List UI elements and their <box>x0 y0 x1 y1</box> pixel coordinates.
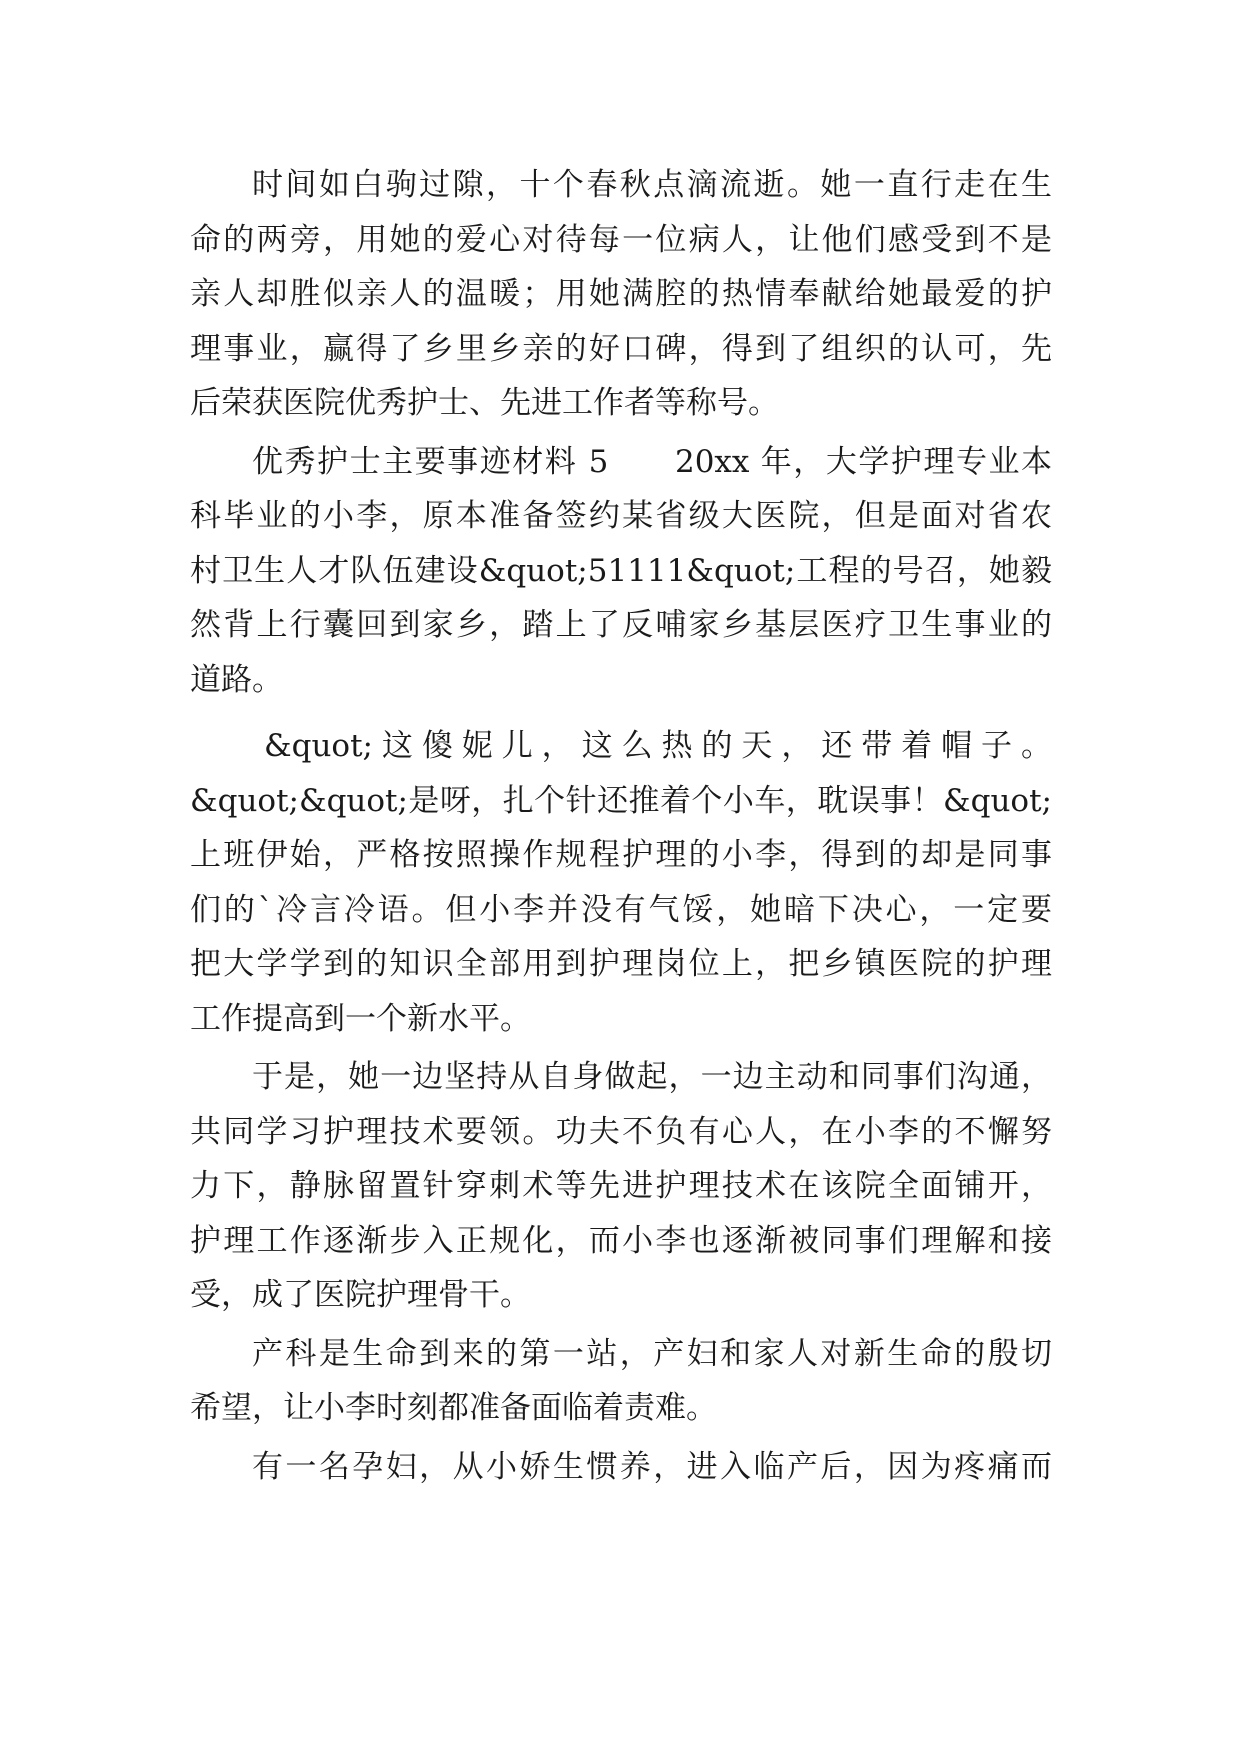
text-line: 道路。 <box>190 661 283 698</box>
text-line: 后荣获医院优秀护士、先进工作者等称号。 <box>190 385 779 421</box>
text-line: 有一名孕妇，从小娇生惯养，进入临产后，因为疼痛而 <box>252 1448 1052 1485</box>
text-line: 把大学学到的知识全部用到护理岗位上，把乡镇医院的护理 <box>190 946 1052 982</box>
text-line: 希望，让小李时刻都准备面临着责难。 <box>190 1390 717 1426</box>
text-line: 时间如白驹过隙，十个春秋点滴流逝。她一直行走在生 <box>252 167 1052 203</box>
text-line: &quot;这傻妮儿，这么热的天，还带着帽子。 <box>264 728 1052 764</box>
text-line: 优秀护士主要事迹材料 5 20xx 年，大学护理专业本 <box>252 443 1052 480</box>
text-line: 工作提高到一个新水平。 <box>190 1000 531 1037</box>
text-line: 亲人却胜似亲人的温暖；用她满腔的热情奉献给她最爱的护 <box>190 276 1052 312</box>
text-line: 理事业，赢得了乡里乡亲的好口碑，得到了组织的认可，先 <box>190 330 1052 367</box>
document-body <box>190 158 1052 1494</box>
text-line: 产科是生命到来的第一站，产妇和家人对新生命的殷切 <box>252 1335 1052 1372</box>
text-line: 于是，她一边坚持从自身做起，一边主动和同事们沟通， <box>252 1059 1052 1095</box>
text-line: 然背上行囊回到家乡，踏上了反哺家乡基层医疗卫生事业的 <box>190 607 1052 643</box>
text-line: 科毕业的小李，原本准备签约某省级大医院，但是面对省农 <box>190 498 1052 534</box>
text-line: 们的`冷言冷语。但小李并没有气馁，她暗下决心，一定要 <box>190 891 1052 928</box>
text-line: 护理工作逐渐步入正规化，而小李也逐渐被同事们理解和接 <box>190 1222 1052 1259</box>
text-line: 力下，静脉留置针穿刺术等先进护理技术在该院全面铺开， <box>190 1168 1052 1204</box>
text-line: &quot;&quot;是呀，扎个针还推着个小车，耽误事！&quot; <box>190 782 1052 819</box>
text-line: 村卫生人才队伍建设&quot;51111&quot;工程的号召，她毅 <box>190 552 1052 589</box>
text-line: 命的两旁，用她的爱心对待每一位病人，让他们感受到不是 <box>190 221 1052 258</box>
text-line: 上班伊始，严格按照操作规程护理的小李，得到的却是同事 <box>190 837 1052 873</box>
text-line: 受，成了医院护理骨干。 <box>190 1277 531 1313</box>
text-line: 共同学习护理技术要领。功夫不负有心人，在小李的不懈努 <box>190 1113 1052 1150</box>
